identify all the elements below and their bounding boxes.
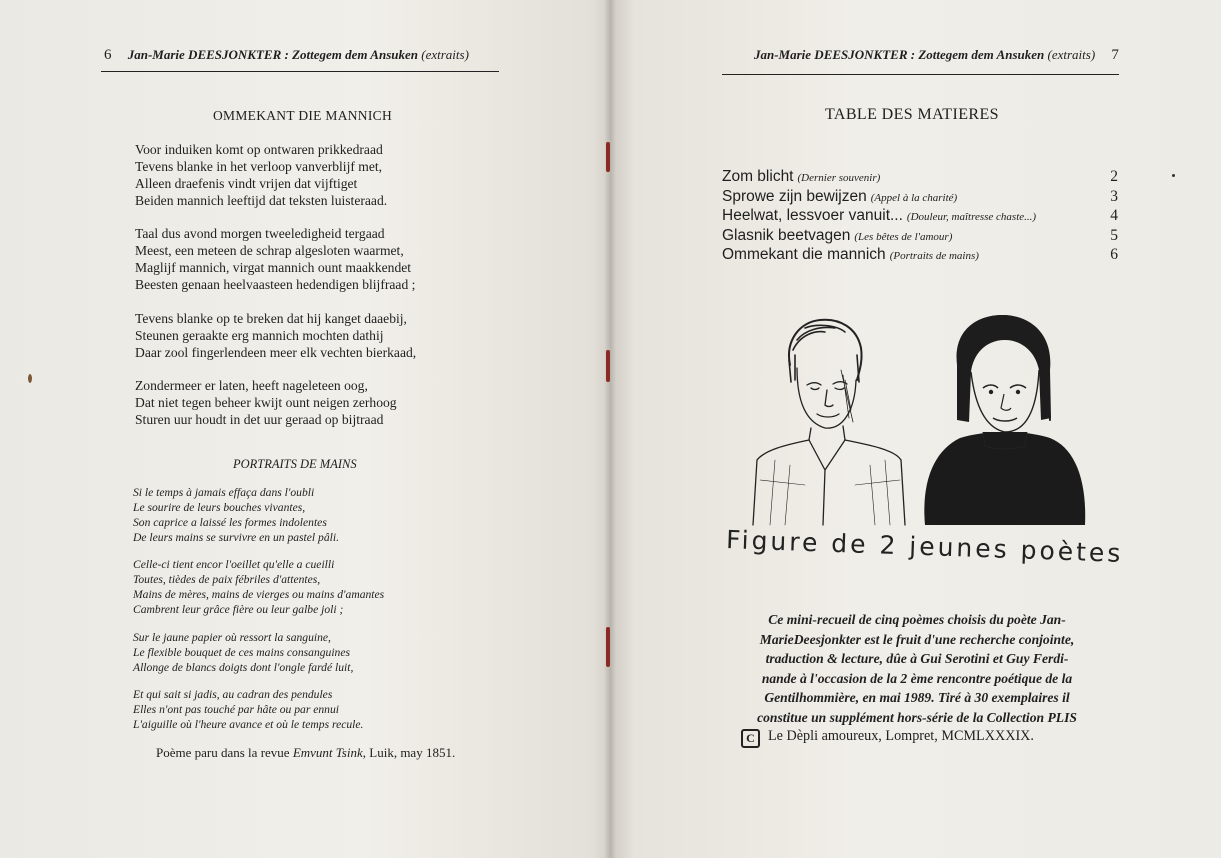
colophon-line: Gentilhommière, en mai 1989. Tiré à 30 exemplaires il [764,690,1070,706]
drawing-caption: Figure de 2 jeunes poètes [725,525,1124,568]
translation-line: Si le temps à jamais effaça dans l'oubli [133,486,315,499]
publication-source [156,745,455,761]
poem-stanza [135,141,387,209]
poem-line: Meest, een meteen de schrap algesloten waarmet, [135,243,404,258]
toc-entry-title: Ommekant die mannich [722,246,886,263]
toc-entry[interactable] [722,227,1120,247]
translation-line: De leurs mains se survivre en un pastel pâli. [133,531,339,544]
table-of-contents [722,168,1120,266]
toc-entry-page: 3 [1110,187,1118,205]
paper-speck [1172,174,1175,177]
translation-stanza [133,630,353,675]
colophon [717,610,1117,728]
poem-title: OMMEKANT DIE MANNICH [213,108,392,123]
toc-entry-subtitle: (Douleur, maîtresse chaste...) [906,211,1037,223]
translation-line: Le flexible bouquet de ces mains consanguines [133,646,351,659]
toc-entry-subtitle: (Dernier souvenir) [797,172,881,184]
poem-line: Voor induiken komt op ontwaren prikkedraad [135,142,383,157]
translation-line: L'aiguille où l'heure avance et où le temps recule. [133,718,364,731]
toc-entry-page: 4 [1110,207,1118,224]
binding-thread [606,142,610,172]
toc-entry-title: Glasnik beetvagen [722,226,851,244]
poem-stanza [135,310,416,361]
book-gutter [604,0,616,858]
toc-entry-page: 5 [1110,226,1118,244]
copyright-text: Le Dèpli amoureux, Lompret, MCMLXXXIX. [768,728,1034,744]
toc-title: TABLE DES MATIERES [825,106,999,123]
running-note: (extraits) [1047,47,1096,62]
poem-line: Alleen draefenis vindt vrijen dat vijftiget [135,176,358,191]
translation-line: Elles n'ont pas touché par hâte ou par ennui [133,703,339,716]
translation-line: Allonge de blancs doigts dont l'ongle fardé luit, [133,661,354,674]
source-prefix: Poème paru dans la revue [156,745,290,760]
toc-entry-page: 6 [1110,246,1118,263]
source-suffix: , Luik, may 1851. [362,745,456,760]
translation-line: Sur le jaune papier où ressort la sanguine, [133,631,331,644]
toc-entry[interactable] [722,246,1120,266]
toc-entry-subtitle: (Les bêtes de l'amour) [854,230,953,243]
translation-line: Son caprice a laissé les formes indolentes [133,516,327,529]
page-number: 7 [1111,47,1119,63]
running-title: Zottegem dem Ansuken [292,47,418,62]
running-author: Jan-Marie DEESJONKTER [127,47,282,62]
poem-line: Sturen uur houdt in det uur geraad op bijtraad [135,412,384,427]
toc-entry-title: Heelwat, lessvoer vanuit... [722,207,903,224]
poem-line: Beiden mannich leeftijd dat teksten luisteraad. [135,193,388,208]
header-rule [101,71,499,72]
header-rule [722,74,1119,75]
translation-title: PORTRAITS DE MAINS [233,457,357,471]
translation-line: Cambrent leur grâce fière ou leur galbe joli ; [133,603,344,616]
running-author: Jan-Marie DEESJONKTER [754,47,908,62]
translation-stanza [133,557,384,617]
poem-line: Maglijf mannich, virgat mannich ount maakkendet [135,260,412,275]
poem-line: Daar zool fingerlendeen meer elk vechten bierkaad, [135,345,417,360]
poem-stanza [135,225,415,293]
translation-line: Et qui sait si jadis, au cadran des pendules [133,688,333,701]
translation-stanza [133,485,339,545]
colophon-line: constitue un supplément hors-série de la Collection PLIS [757,709,1077,725]
right-running-header: Jan-Marie DEESJONKTER : Zottegem dem Ansuken (extraits) 7 [754,47,1119,63]
binding-thread [606,350,610,382]
poem-line: Tevens blanke op te breken dat hij kanget daaebij, [135,311,407,326]
poem-line: Tevens blanke in het verloop vanverblijf met, [135,159,383,174]
translation-stanza [133,687,363,732]
paper-speck [28,374,32,383]
translation-line: Celle-ci tient encor l'oeillet qu'elle a cueilli [133,558,335,571]
toc-entry[interactable] [722,188,1120,208]
running-note: (extraits) [421,47,469,62]
toc-entry-subtitle: (Portraits de mains) [889,250,979,262]
colophon-line: MarieDeesjonkter est le fruit d'une recherche conjointe, [759,631,1075,647]
colophon-line: Ce mini-recueil de cinq poèmes choisis du poète Jan- [768,612,1066,627]
toc-entry[interactable] [722,168,1120,188]
translation-line: Mains de mères, mains de vierges ou mains d'amantes [133,588,385,601]
colophon-line: traduction & lecture, dûe à Gui Serotini et Guy Ferdi- [765,651,1069,667]
toc-entry-title: Zom blicht [722,168,794,185]
poem-line: Zondermeer er laten, heeft nageleteen oog, [135,378,368,393]
running-title: Zottegem dem Ansuken [918,47,1045,62]
page-number: 6 [104,47,112,63]
toc-entry-page: 2 [1110,168,1118,185]
copyright-line [741,728,1034,748]
poem-line: Dat niet tegen beheer kwijt ount neigen zerhoog [135,395,397,410]
toc-entry[interactable] [722,207,1120,227]
colophon-line: nande à l'occasion de la 2 ème rencontre poétique de la [761,670,1073,686]
toc-entry-subtitle: (Appel à la charité) [870,191,958,204]
poem-line: Taal dus avond morgen tweeledigheid tergaad [135,226,385,241]
binding-thread [606,627,610,667]
portrait-drawing [745,310,1090,530]
poem-line: Beesten genaan heelvaasteen hedendigen blijfraad ; [135,277,416,292]
copyright-icon: C [741,729,760,748]
source-journal: Emvunt Tsink [292,745,363,760]
poem-line: Steunen geraakte erg mannich mochten dathij [135,328,384,343]
poem-stanza [135,377,397,428]
translation-line: Toutes, tièdes de paix fébriles d'attentes, [133,573,321,586]
left-running-header: 6 Jan-Marie DEESJONKTER : Zottegem dem Ansuken (extraits) [104,47,469,63]
toc-entry-title: Sprowe zijn bewijzen [722,187,867,205]
translation-line: Le sourire de leurs bouches vivantes, [133,501,306,514]
